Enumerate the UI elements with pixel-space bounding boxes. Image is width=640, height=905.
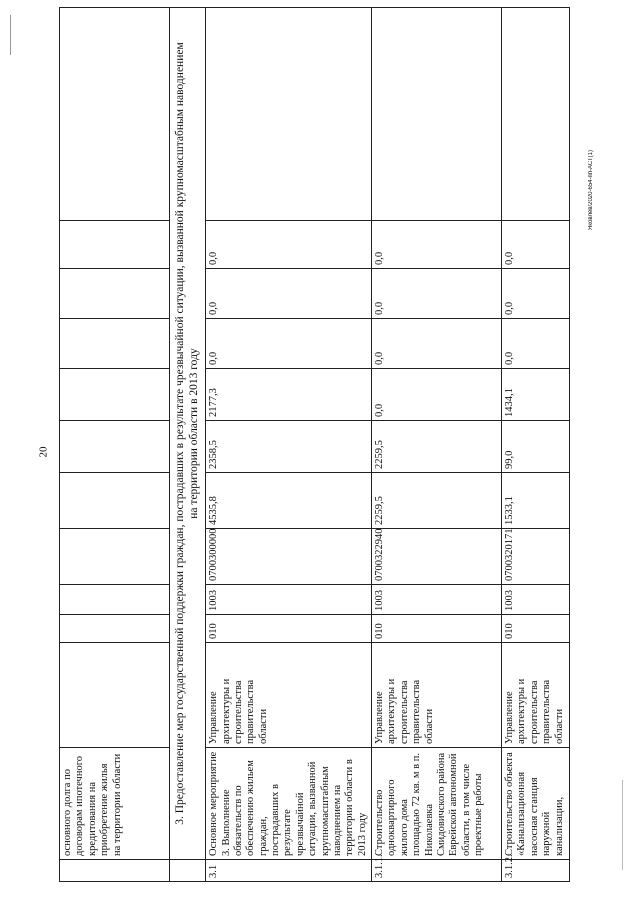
page-number: 20 <box>37 446 50 458</box>
table-row <box>372 8 502 882</box>
row-grbs: 010 <box>502 615 570 643</box>
table-row <box>206 8 372 882</box>
row-number: 3.1 <box>206 860 372 882</box>
row-value-3: 2177,3 <box>206 369 372 421</box>
row-value-4: 0,0 <box>206 319 372 369</box>
row-value-6: 0,0 <box>206 221 372 269</box>
row-value-1: 2259,5 <box>372 473 502 529</box>
row-value-2: 99,0 <box>502 421 570 473</box>
row-name: Основное мероприятие 3. Выполнение обязательств по обеспечению жильем граждан, пострадавших в результате чрезвычайной ситуации, вызванной крупномасштабным наводнением на территории области в 2013 году <box>206 748 372 860</box>
row-csr: 0700320171 <box>502 529 570 585</box>
row-value-6: 0,0 <box>372 221 502 269</box>
document-side-code: Яковлев/2020-654-пп-АСТ(1) <box>588 150 594 230</box>
row-value-5: 0,0 <box>502 269 570 319</box>
row-executor: Управление архитектуры и строительства правительства области <box>372 643 502 748</box>
row-rzpr: 1003 <box>206 585 372 615</box>
program-table <box>59 7 570 882</box>
row-executor: Управление архитектуры и строительства правительства области <box>502 643 570 748</box>
row-grbs: 010 <box>206 615 372 643</box>
rotated-table-wrapper <box>59 8 565 882</box>
row-grbs: 010 <box>372 615 502 643</box>
row-value-2: 2259,5 <box>372 421 502 473</box>
row-value-5: 0,0 <box>206 269 372 319</box>
margin-mark <box>10 15 11 55</box>
table-row <box>60 8 170 882</box>
row-value-5: 0,0 <box>372 269 502 319</box>
margin-mark <box>622 780 623 870</box>
row-value-4: 0,0 <box>372 319 502 369</box>
row-rzpr: 1003 <box>372 585 502 615</box>
row-name: Строительство объекта «Канализационная насосная станция наружной канализации, <box>502 748 570 860</box>
row-rzpr: 1003 <box>502 585 570 615</box>
row-name: Строительство одноквартирного жилого дома площадью 72 кв. м в п. Николаевка Смидовичского района Еврейской автономной области, в том числе проектные работы <box>372 748 502 860</box>
continuation-cell: основного долга по договорам ипотечного кредитования на приобретение жилья на территории области <box>60 748 170 860</box>
section-row <box>170 8 206 882</box>
row-value-1: 1533,1 <box>502 473 570 529</box>
row-value-2: 2358,5 <box>206 421 372 473</box>
row-executor: Управление архитектуры и строительства правительства области <box>206 643 372 748</box>
row-number: 3.1.2. <box>502 860 570 882</box>
row-number: 3.1.1. <box>372 860 502 882</box>
row-value-1: 4535,8 <box>206 473 372 529</box>
row-value-6: 0,0 <box>502 221 570 269</box>
row-value-4: 0,0 <box>502 319 570 369</box>
row-csr: 0700300000 <box>206 529 372 585</box>
section-title: 3. Предоставление мер государственной поддержки граждан, пострадавших в результате чрезвычайной ситуации, вызванной крупномасштабным наводнением на территории области в 2013 году <box>170 8 206 860</box>
row-value-3: 1434,1 <box>502 369 570 421</box>
row-value-3: 0,0 <box>372 369 502 421</box>
row-csr: 0700322940 <box>372 529 502 585</box>
table-row <box>502 8 570 882</box>
